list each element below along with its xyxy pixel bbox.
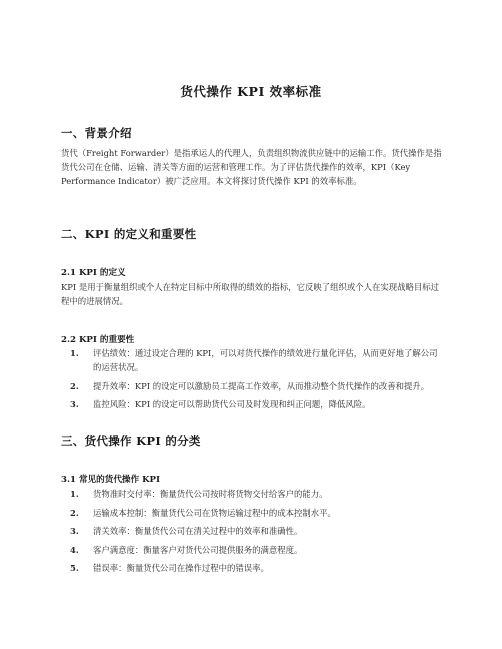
list-item-number: 3. xyxy=(70,399,79,409)
document-title: 货代操作 KPI 效率标准 xyxy=(180,84,322,99)
list-item xyxy=(61,397,443,411)
list-item-number: 1. xyxy=(70,489,79,499)
list-item-text: 错误率：衡量货代公司在操作过程中的错误率。 xyxy=(93,563,269,573)
list-item-number: 2. xyxy=(70,380,79,391)
list-item-number: 4. xyxy=(70,544,79,555)
kpi-definition-paragraph: KPI 是用于衡量组织或个人在特定目标中所取得的绩效的指标，它反映了组织或个人在实现战略目标过程中的进展情况。 xyxy=(61,282,439,306)
list-item-text: 提升效率：KPI 的设定可以激励员工提高工作效率，从而推动整个货代操作的改善和提升。 xyxy=(93,380,430,391)
list-item-text: 清关效率：衡量货代公司在清关过程中的效率和准确性。 xyxy=(93,526,303,536)
background-paragraph: 货代（Freight Forwarder）是指承运人的代理人，负责组织物流供应链中的运输工作。货代操作是指货代公司在仓储、运输、清关等方面的运营和管理工作。为了评估货代操作的效率，KPI（Key Performance Indicator）被广泛应用。本文将探讨货代操作 KPI 的效率标准。 xyxy=(61,148,442,186)
list-item xyxy=(61,346,443,374)
section-heading-kpi-definition: 二、KPI 的定义和重要性 xyxy=(61,227,197,241)
list-item-number: 3. xyxy=(70,526,79,536)
list-item xyxy=(61,543,443,557)
subsection-heading-kpi-importance: 2.2 KPI 的重要性 xyxy=(61,335,135,345)
list-item-text: 监控风险：KPI 的设定可以帮助货代公司及时发现和纠正问题，降低风险。 xyxy=(93,399,371,409)
list-item-number: 2. xyxy=(70,507,79,518)
list-item xyxy=(61,487,443,501)
subsection-heading-common-kpis: 3.1 常见的货代操作 KPI xyxy=(61,475,161,485)
list-item-text: 客户满意度：衡量客户对货代公司提供服务的满意程度。 xyxy=(93,544,303,555)
list-item xyxy=(61,524,443,538)
list-item xyxy=(61,561,443,575)
list-item xyxy=(61,506,443,520)
list-item-number: 1. xyxy=(70,348,79,358)
subsection-heading-kpi-definition: 2.1 KPI 的定义 xyxy=(61,268,126,278)
list-item xyxy=(61,379,443,393)
list-item-text: 货物准时交付率：衡量货代公司按时将货物交付给客户的能力。 xyxy=(93,489,328,499)
section-heading-kpi-categories: 三、货代操作 KPI 的分类 xyxy=(61,434,201,448)
kpi-importance-list xyxy=(61,346,443,416)
section-heading-background: 一、背景介绍 xyxy=(61,126,132,140)
list-item-text: 评估绩效：通过设定合理的 KPI，可以对货代操作的绩效进行量化评估，从而更好地了解公司的运营状况。 xyxy=(93,348,438,372)
list-item-number: 5. xyxy=(70,563,79,573)
list-item-text: 运输成本控制：衡量货代公司在货物运输过程中的成本控制水平。 xyxy=(93,507,336,518)
common-kpis-list xyxy=(61,487,443,580)
